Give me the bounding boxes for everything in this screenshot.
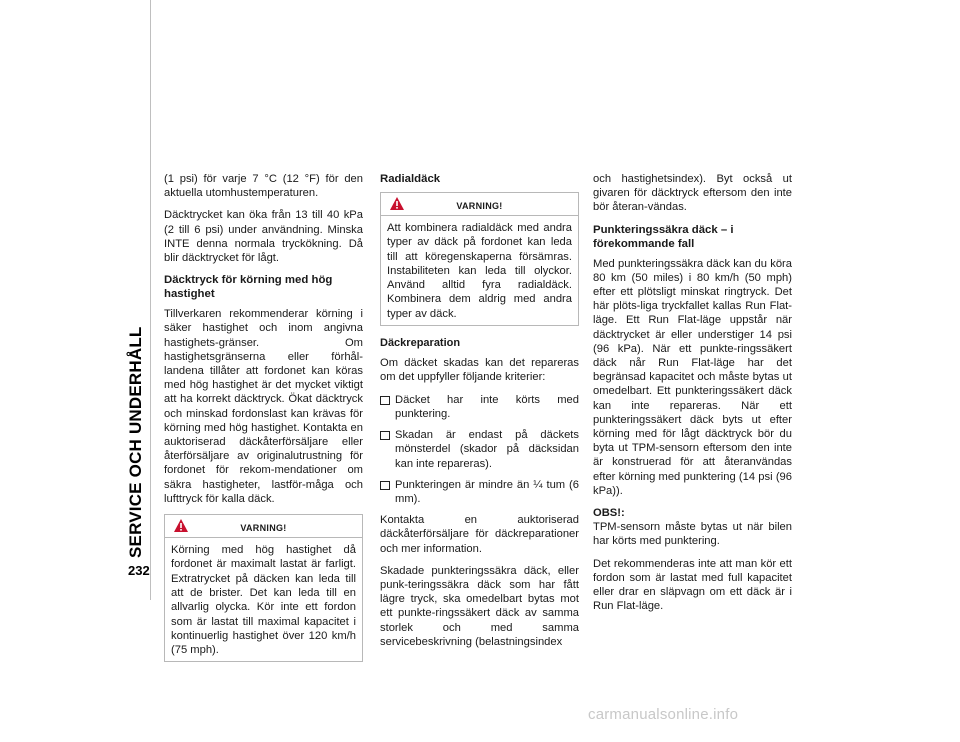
- page-number: 232: [128, 563, 150, 578]
- side-rule: [150, 0, 151, 600]
- bullet-item: [380, 393, 579, 421]
- paragraph: och hastighetsindex). Byt också ut givaren för däcktryck eftersom den inte bör återan-vändas.: [593, 173, 792, 214]
- bullet-box-icon: [380, 431, 390, 440]
- warning-label: VARNING!: [456, 201, 503, 211]
- bullet-text: Punkteringen är mindre än ¼ tum (6 mm).: [395, 478, 579, 505]
- warning-header: [165, 515, 362, 538]
- paragraph: Tillverkaren rekommenderar körning i säker hastighet och inom angivna hastighets-gränser. Om hastighetsgränserna eller förhål-landena tillåter att fordonet kan köras med hög hastighet är det mycket viktigt att ha korrekt däcktryck. Ökat däcktryck och minskad fordonslast kan krävas för körning med hög hastighet. Kontakta en auktoriserad däckåterförsäljare eller återförsäljare av originalutrustning för fordonet för rekom-mendationer om säkra hastigheter, lastför-måga och lufttryck för kalla däck.: [164, 308, 363, 505]
- bullet-item: [380, 428, 579, 471]
- section-side-title: [124, 160, 150, 558]
- warning-label: VARNING!: [240, 523, 287, 534]
- warning-box: [380, 192, 579, 326]
- column-1: [164, 172, 363, 672]
- paragraph: Däcktrycket kan öka från 13 till 40 kPa (2 till 6 psi) under användning. Minska INTE denna normala tryckökning. Då blir däcktrycket för lågt.: [164, 209, 363, 265]
- note-label: OBS!:: [593, 507, 625, 520]
- section-title-text: SERVICE OCH UNDERHÅLL: [126, 326, 145, 558]
- paragraph: Kontakta en auktoriserad däckåterförsäljare för däckreparationer och mer information.: [380, 514, 579, 555]
- warning-text: Att kombinera radialdäck med andra typer av däck på fordonet kan leda till att köregenskaperna försämras. Instabiliteten kan leda till olyckor. Använd alltid fyra radialdäck. Kombinera dem aldrig med andra typer av däck.: [387, 222, 572, 320]
- note-text: TPM-sensorn måste bytas ut när bilen har körts med punktering.: [593, 521, 792, 548]
- paragraph: (1 psi) för varje 7 °C (12 °F) för den aktuella utomhustemperaturen.: [164, 173, 363, 200]
- paragraph: Med punkteringssäkra däck kan du köra 80 km (50 miles) i 80 km/h (50 mph) efter ett plötsligt minskat ringtryck. Det här plöts-liga tryckfallet kallas Run Flat-läge. Ett Run Flat-läge uppstår när däcktrycket är eller understiger 14 psi (96 kPa). När ett punkte-ringssäkert däck når Run Flat-läge har det begränsad kapacitet och måste bytas ut omedelbart. Ett punkteringssäkert däck kan inte repareras. När ett punkteringssäkert däck byts ut efter körning med för lågt däcktryck bör du byta ut TPM-sensorn eftersom den inte är konstruerad för att återanvändas efter körning med punktering (14 psi (96 kPa)).: [593, 257, 792, 497]
- subsection-heading: Däckreparation: [380, 337, 461, 350]
- bullet-text: Däcket har inte körts med punktering.: [395, 393, 579, 420]
- warning-header: [381, 193, 578, 216]
- bullet-box-icon: [380, 481, 390, 490]
- warning-box: [164, 514, 363, 662]
- paragraph: Skadade punkteringssäkra däck, eller punk-teringssäkra däck som har fått lägre tryck, ska omedelbart bytas mot ett punkte-ringssäkert däck av samma storlek och med samma servicebeskrivning (belastningsindex: [380, 564, 579, 648]
- section-heading: Radialdäck: [380, 173, 441, 185]
- column-3: [593, 172, 792, 621]
- paragraph: Det rekommenderas inte att man kör ett fordon som är lastat med full kapacitet eller drar en släpvagn om ett däck är i Run Flat-läge.: [593, 557, 792, 613]
- bullet-item: [380, 478, 579, 506]
- bullet-text: Skadan är endast på däckets mönsterdel (skador på däcksidan kan inte repareras).: [395, 429, 579, 470]
- section-heading: Däcktryck för körning med hög hastighet: [164, 274, 333, 301]
- bullet-box-icon: [380, 396, 390, 405]
- section-heading: Punkteringssäkra däck – i förekommande fall: [593, 223, 734, 250]
- paragraph: Om däcket skadas kan det repareras om det uppfyller följande kriterier:: [380, 357, 579, 384]
- warning-text: Körning med hög hastighet då fordonet är maximalt lastat är farligt. Extratrycket på däcken kan leda till att de brister. Det kan leda till en allvarlig olycka. Kör inte ett fordon som är lastat till maximal kapacitet i kontinuerlig hastighet över 120 km/h (75 mph).: [171, 544, 356, 657]
- footer-watermark: carmanualsonline.info: [588, 706, 739, 723]
- column-2: [380, 172, 579, 657]
